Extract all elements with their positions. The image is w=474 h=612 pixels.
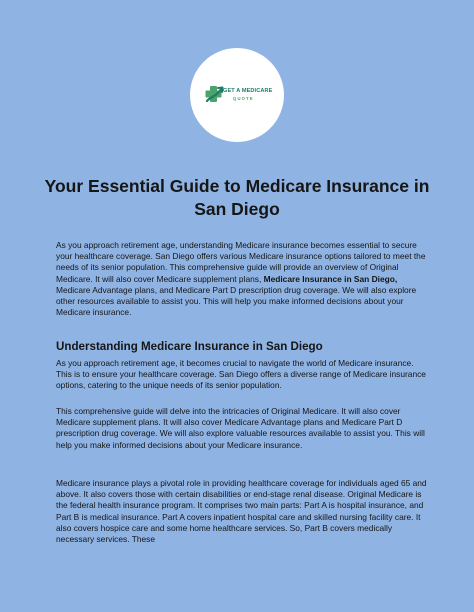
logo-wordmark bbox=[223, 88, 281, 102]
logo-badge bbox=[190, 48, 284, 142]
body-paragraph-1: As you approach retirement age, it becomes crucial to navigate the world of Medicare insurance. This is to ensure your healthcare coverage. San Diego offers a diverse range of Medicare insurance options, catering to the unique needs of its senior population. bbox=[56, 358, 426, 391]
intro-bold-link-text: Medicare Insurance in San Diego, bbox=[263, 273, 398, 284]
logo-line-2: QUOTE bbox=[233, 96, 254, 101]
intro-paragraph bbox=[56, 240, 428, 318]
body-paragraph-2: This comprehensive guide will delve into the intricacies of Original Medicare. It will also cover Medicare supplement plans. It will also cover Medicare Advantage plans and Medicare Part D prescription drug coverage. We will also explore valuable resources available to assist you. This will help you make informed decisions about your Medicare insurance. bbox=[56, 406, 425, 450]
logo-line-1: GET A MEDICARE bbox=[223, 88, 273, 94]
intro-text-1: As you approach retirement age, understanding Medicare insurance becomes essential to secure your healthcare coverage. San Diego offers various Medicare insurance options tailored to meet the needs of its senior population. This comprehensive guide will provide an overview of Original Medicare. It will also cover Medicare supplement plans, bbox=[56, 240, 426, 284]
section-heading: Understanding Medicare Insurance in San Diego bbox=[56, 340, 323, 353]
body-paragraph-3: Medicare insurance plays a pivotal role in providing healthcare coverage for individuals aged 65 and above. It also covers those with certain disabilities or end-stage renal disease. Original Medicare is the federal health insurance program. It comprises two main parts: Part A is hospital insurance, and Part B is medical insurance. Part A covers inpatient hospital care and skilled nursing facility care. It also covers hospice care and some home healthcare services. So, Part B covers medically necessary services. These bbox=[56, 478, 427, 545]
intro-text-2: Medicare Advantage plans, and Medicare Part D prescription drug coverage. We will also explore other resources available to assist you. This will help you make informed decisions about your Medicare insurance. bbox=[56, 284, 417, 318]
document-title: Your Essential Guide to Medicare Insurance in San Diego bbox=[44, 176, 430, 219]
